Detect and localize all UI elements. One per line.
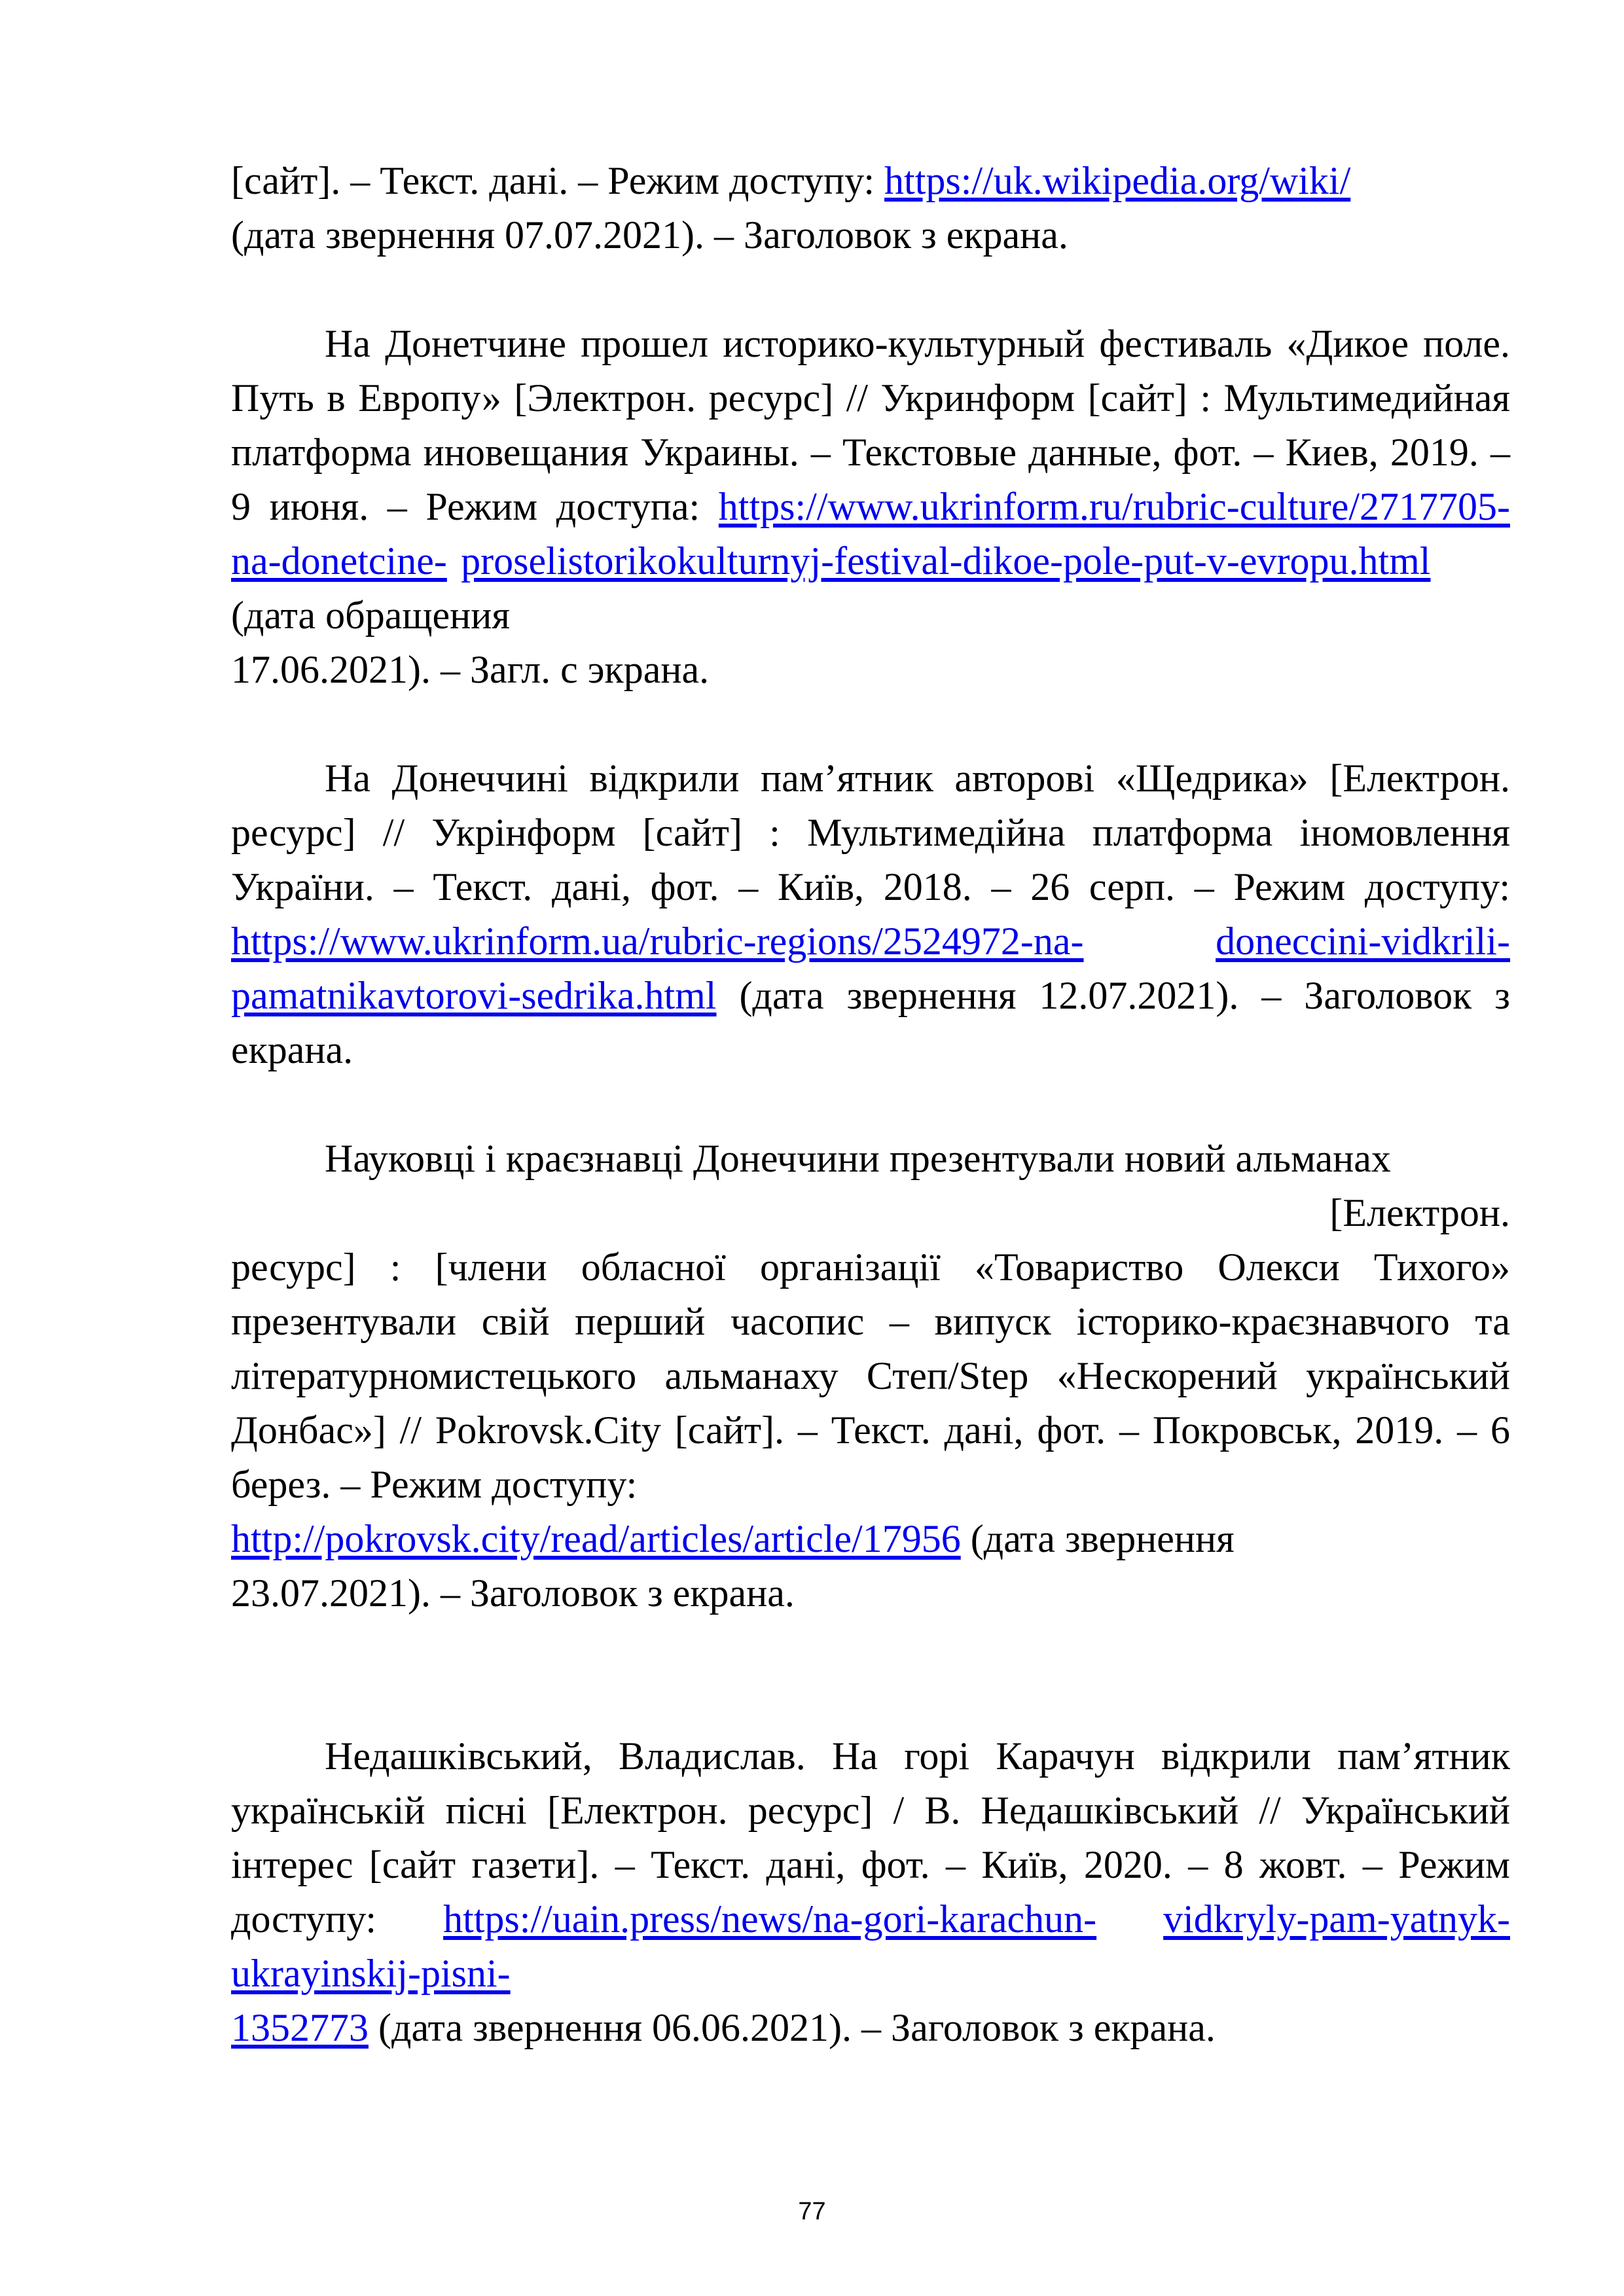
entry-almanakh-line2: [Електрон. [1329, 1191, 1510, 1234]
link-ukrinform-ru-line1[interactable]: https://www.ukrinform.ru/rubric-culture/2717705-na-donetcine- [231, 485, 1510, 583]
entry-dikoe-pole: На Донетчине прошел историко-культурный фестиваль «Дикое поле. Путь в Европу» [Электрон. ресурс] // Укринформ [сайт] : Мультимедийная платформа иновещания Украины. – Текстовые данные, фот. – Киев, 2019. – 9 июня. – Режим доступа: https://www.ukrinform.ru/rubric-culture/2717705-na-donetcine- proselistorikokulturnyj-festival-dikoe-pole-put-v-evropu.html (дата обращения 17.06.2021). – Загл. с экрана. [231, 322, 1510, 691]
page-number: 77 [798, 2198, 826, 2225]
entry-almanakh-body: ресурс] : [члени обласної організації «Товариство Олекси Тихого» презентували свій перший часопис – випуск історико-краєзнавчого та літературномистецького альманаху Степ/Step «Нескорений український Донбас»] // Pokrovsk.City [сайт]. – Текст. дані, фот. – Покровськ, 2019. – 6 берез. – Режим доступу: http://pokrovsk.city/read/articles/article/17956 (дата звернення 23.07.2021). – Заголовок з екрана. [231, 1246, 1510, 1615]
link-pokrovsk[interactable]: http://pokrovsk.city/read/articles/article/17956 [231, 1517, 961, 1560]
entry-almanakh-title: Науковці і краєзнавці Донеччини презентували новий альманах [325, 1137, 1391, 1180]
link-ukrinform-ua-line1[interactable]: https://www.ukrinform.ua/rubric-regions/2524972-na- [231, 920, 1084, 963]
link-uain-line1[interactable]: https://uain.press/news/na-gori-karachun- [443, 1897, 1097, 1941]
link-uain-line2[interactable]: vidkryly-pam-yatnyk-ukrayinskij-pisni- [231, 1897, 1510, 1995]
entry-wikipedia: [сайт]. – Текст. дані. – Режим доступу: https://uk.wikipedia.org/wiki/ (дата звернення 07.07.2021). – Заголовок з екрана. [231, 159, 1351, 257]
link-uain-line3[interactable]: 1352773 [231, 2006, 369, 2049]
link-ukrinform-ru-line2[interactable]: proselistorikokulturnyj-festival-dikoe-pole-put-v-evropu.html [461, 539, 1431, 583]
link-wikipedia[interactable]: https://uk.wikipedia.org/wiki/ [884, 159, 1351, 202]
entry-karachun: Недашківський, Владислав. На горі Карачун відкрили пам’ятник українській пісні [Електрон. ресурс] / В. Недашківський // Український інтерес [сайт газети]. – Текст. дані, фот. – Київ, 2020. – 8 жовт. – Режим доступу: https://uain.press/news/na-gori-karachun- vidkryly-pam-yatnyk-ukrayinskij-pisni- 1352773 (дата звернення 06.06.2021). – Заголовок з екрана. [231, 1734, 1510, 2049]
link-ukrinform-ua-line2[interactable]: doneccini-vidkrili-pamatnikavtorovi-sedrika.html [231, 920, 1510, 1017]
entry-shchedryk: На Донеччині відкрили пам’ятник авторові «Щедрика» [Електрон. ресурс] // Укрінформ [сайт] : Мультимедійна платформа іномовлення України. – Текст. дані, фот. – Київ, 2018. – 26 серп. – Режим доступу: https://www.ukrinform.ua/rubric-regions/2524972-na- doneccini-vidkrili-pamatnikavtorovi-sedrika.html (дата звернення 12.07.2021). – Заголовок з екрана. [231, 757, 1510, 1071]
bibliography-content [231, 154, 1510, 2055]
